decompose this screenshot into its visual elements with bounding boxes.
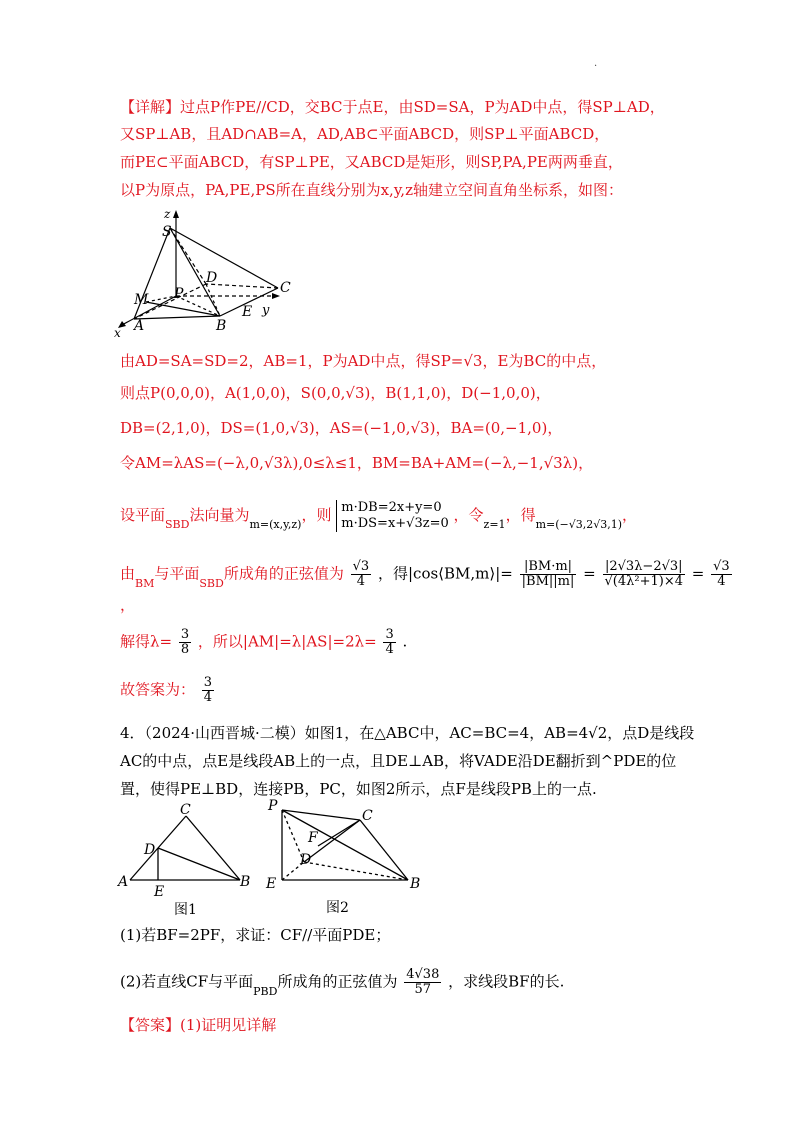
text: = (691, 564, 705, 583)
edge-SC (170, 228, 278, 288)
label-P: P (268, 798, 278, 814)
text: 由 (120, 564, 136, 583)
plane-name: SBD (165, 518, 190, 531)
text: ，求线段BF的长. (448, 972, 565, 991)
edge-CB (360, 820, 408, 880)
normal-result: m=(−√3,2√3,1) (535, 518, 623, 531)
text: 所成角的正弦值为 (277, 972, 398, 991)
fraction-expr: $\frac{|2√3\lambda-2√3|}{\text{√(4λ²+1)×4}}$ (604, 559, 683, 589)
segment-DB (158, 848, 240, 880)
label-S: S (162, 224, 172, 240)
text: ， (622, 506, 638, 524)
label-B: B (240, 874, 251, 890)
caption-fig2: 图2 (326, 900, 349, 916)
fraction-answer: $\frac{3}{4}$ (203, 675, 213, 705)
normal-vector: m=(x,y,z) (249, 518, 302, 531)
text: ，令 (453, 506, 484, 524)
answer-line: 【答案】(1)证明见详解 (120, 1016, 277, 1034)
solution-line-5: 由AD=SA=SD=2，AB=1，P为AD中点，得SP=√3，E为BC的中点， (120, 352, 607, 370)
segment-MB (146, 302, 220, 316)
label-E: E (154, 884, 165, 900)
label-E: E (242, 304, 253, 320)
solution-line-11: ， (120, 596, 136, 614)
text: 设平面 (120, 506, 166, 524)
label-A: A (118, 874, 129, 890)
question-1: (1)若BF=2PF，求证：CF//平面PDE； (120, 926, 391, 944)
solution-line-12 (120, 628, 407, 657)
solution-line-3: 而PE⊂平面ABCD，有SP⊥PE，又ABCD是矩形，则SP,PA,PE两两垂直， (120, 153, 623, 171)
caption-fig1: 图1 (174, 902, 197, 918)
fraction-sine: $\frac{√3}{4}$ (352, 559, 370, 589)
solution-line-9 (120, 500, 637, 532)
text: ，所以|AM|=λ|AS|=2λ= (197, 632, 377, 651)
text: 解得λ= (120, 632, 173, 651)
label-C: C (180, 802, 191, 818)
label-B: B (410, 876, 421, 892)
text: ，得|cos⟨BM,m⟩|= (377, 564, 513, 583)
solution-line-1: 【详解】过点P作PE//CD，交BC于点E，由SD=SA，P为AD中点，得SP⊥AD， (120, 98, 665, 116)
label-D: D (144, 842, 156, 858)
equation-1: m·DB=2x+y=0 (341, 500, 442, 515)
text: = (583, 564, 596, 583)
text: ，则 (301, 506, 332, 524)
fraction-cos: $\frac{|BM\cdot m|}{|BM||m|}$ (521, 559, 575, 589)
triangle-figure (116, 802, 256, 918)
edge-AB (134, 316, 220, 319)
question-2 (120, 968, 564, 997)
problem4-line-3: 置，使得PE⊥BD，连接PB，PC，如图2所示，点F是线段PB上的一点. (120, 780, 597, 798)
fraction-result: $\frac{√3}{4}$ (713, 559, 730, 589)
label-A: A (134, 318, 145, 334)
label-C: C (280, 280, 291, 296)
fraction-am: $\frac{3}{4}$ (385, 627, 394, 657)
text: 故答案为： (120, 680, 196, 699)
solution-line-6: 则点P(0,0,0)，A(1,0,0)，S(0,0,√3)，B(1,1,0)，D(−1,0,0)， (120, 384, 551, 402)
folded-figure (264, 796, 434, 918)
final-answer (120, 676, 216, 705)
solution-line-7: DB=(2,1,0)，DS=(1,0,√3)，AS=(−1,0,√3)，BA=(0,−1,0)， (120, 419, 563, 437)
label-M: M (134, 292, 149, 308)
text: 与平面 (154, 564, 200, 583)
label-y: y (262, 303, 270, 318)
edge-PC (282, 810, 360, 820)
label-E: E (266, 876, 277, 892)
problem4-line-2: AC的中点，点E是线段AB上的一点，且DE⊥AB，将VADE沿DE翻折到^PDE的位 (120, 752, 677, 770)
text: ，得 (505, 506, 536, 524)
solution-line-10 (120, 560, 734, 589)
label-P: P (174, 286, 184, 302)
fraction-lambda: $\frac{3}{8}$ (180, 627, 190, 657)
solution-line-4: 以P为原点，PA,PE,PS所在直线分别为x,y,z轴建立空间直角坐标系，如图： (120, 181, 623, 199)
text: 所成角的正弦值为 (223, 564, 344, 583)
line-name: BM (135, 576, 155, 590)
plane-name: SBD (199, 576, 224, 590)
edge-SD (170, 228, 206, 284)
fraction-sine-value: $\frac{4√38}{57}$ (406, 967, 440, 997)
label-B: B (216, 318, 227, 334)
label-D: D (300, 852, 312, 868)
solution-line-2: 又SP⊥AB，且AD∩AB=A，AD,AB⊂平面ABCD，则SP⊥平面ABCD， (120, 125, 610, 143)
text: 法向量为 (189, 506, 250, 524)
label-F: F (308, 830, 318, 846)
plane-name: PBD (253, 984, 278, 998)
equation-system (336, 500, 448, 532)
solution-line-8: 令AM=λAS=(−λ,0,√3λ),0≤λ≤1，BM=BA+AM=(−λ,−1,√3λ)， (120, 454, 594, 472)
pyramid-figure (112, 206, 312, 340)
label-D: D (206, 270, 218, 286)
label-C: C (362, 808, 373, 824)
label-z: z (164, 207, 171, 221)
text: . (402, 632, 408, 651)
page-mark: . (594, 58, 598, 69)
equation-2: m·DS=x+√3z=0 (341, 516, 449, 531)
side-BC (186, 816, 240, 880)
edge-PB (282, 810, 408, 880)
z-value: z=1 (483, 518, 506, 531)
text: (2)若直线CF与平面 (120, 972, 254, 991)
label-x: x (114, 326, 121, 340)
problem4-line-1: 4．（2024·山西晋城·二模）如图1，在△ABC中，AC=BC=4，AB=4√2，点D是线段 (120, 724, 695, 742)
